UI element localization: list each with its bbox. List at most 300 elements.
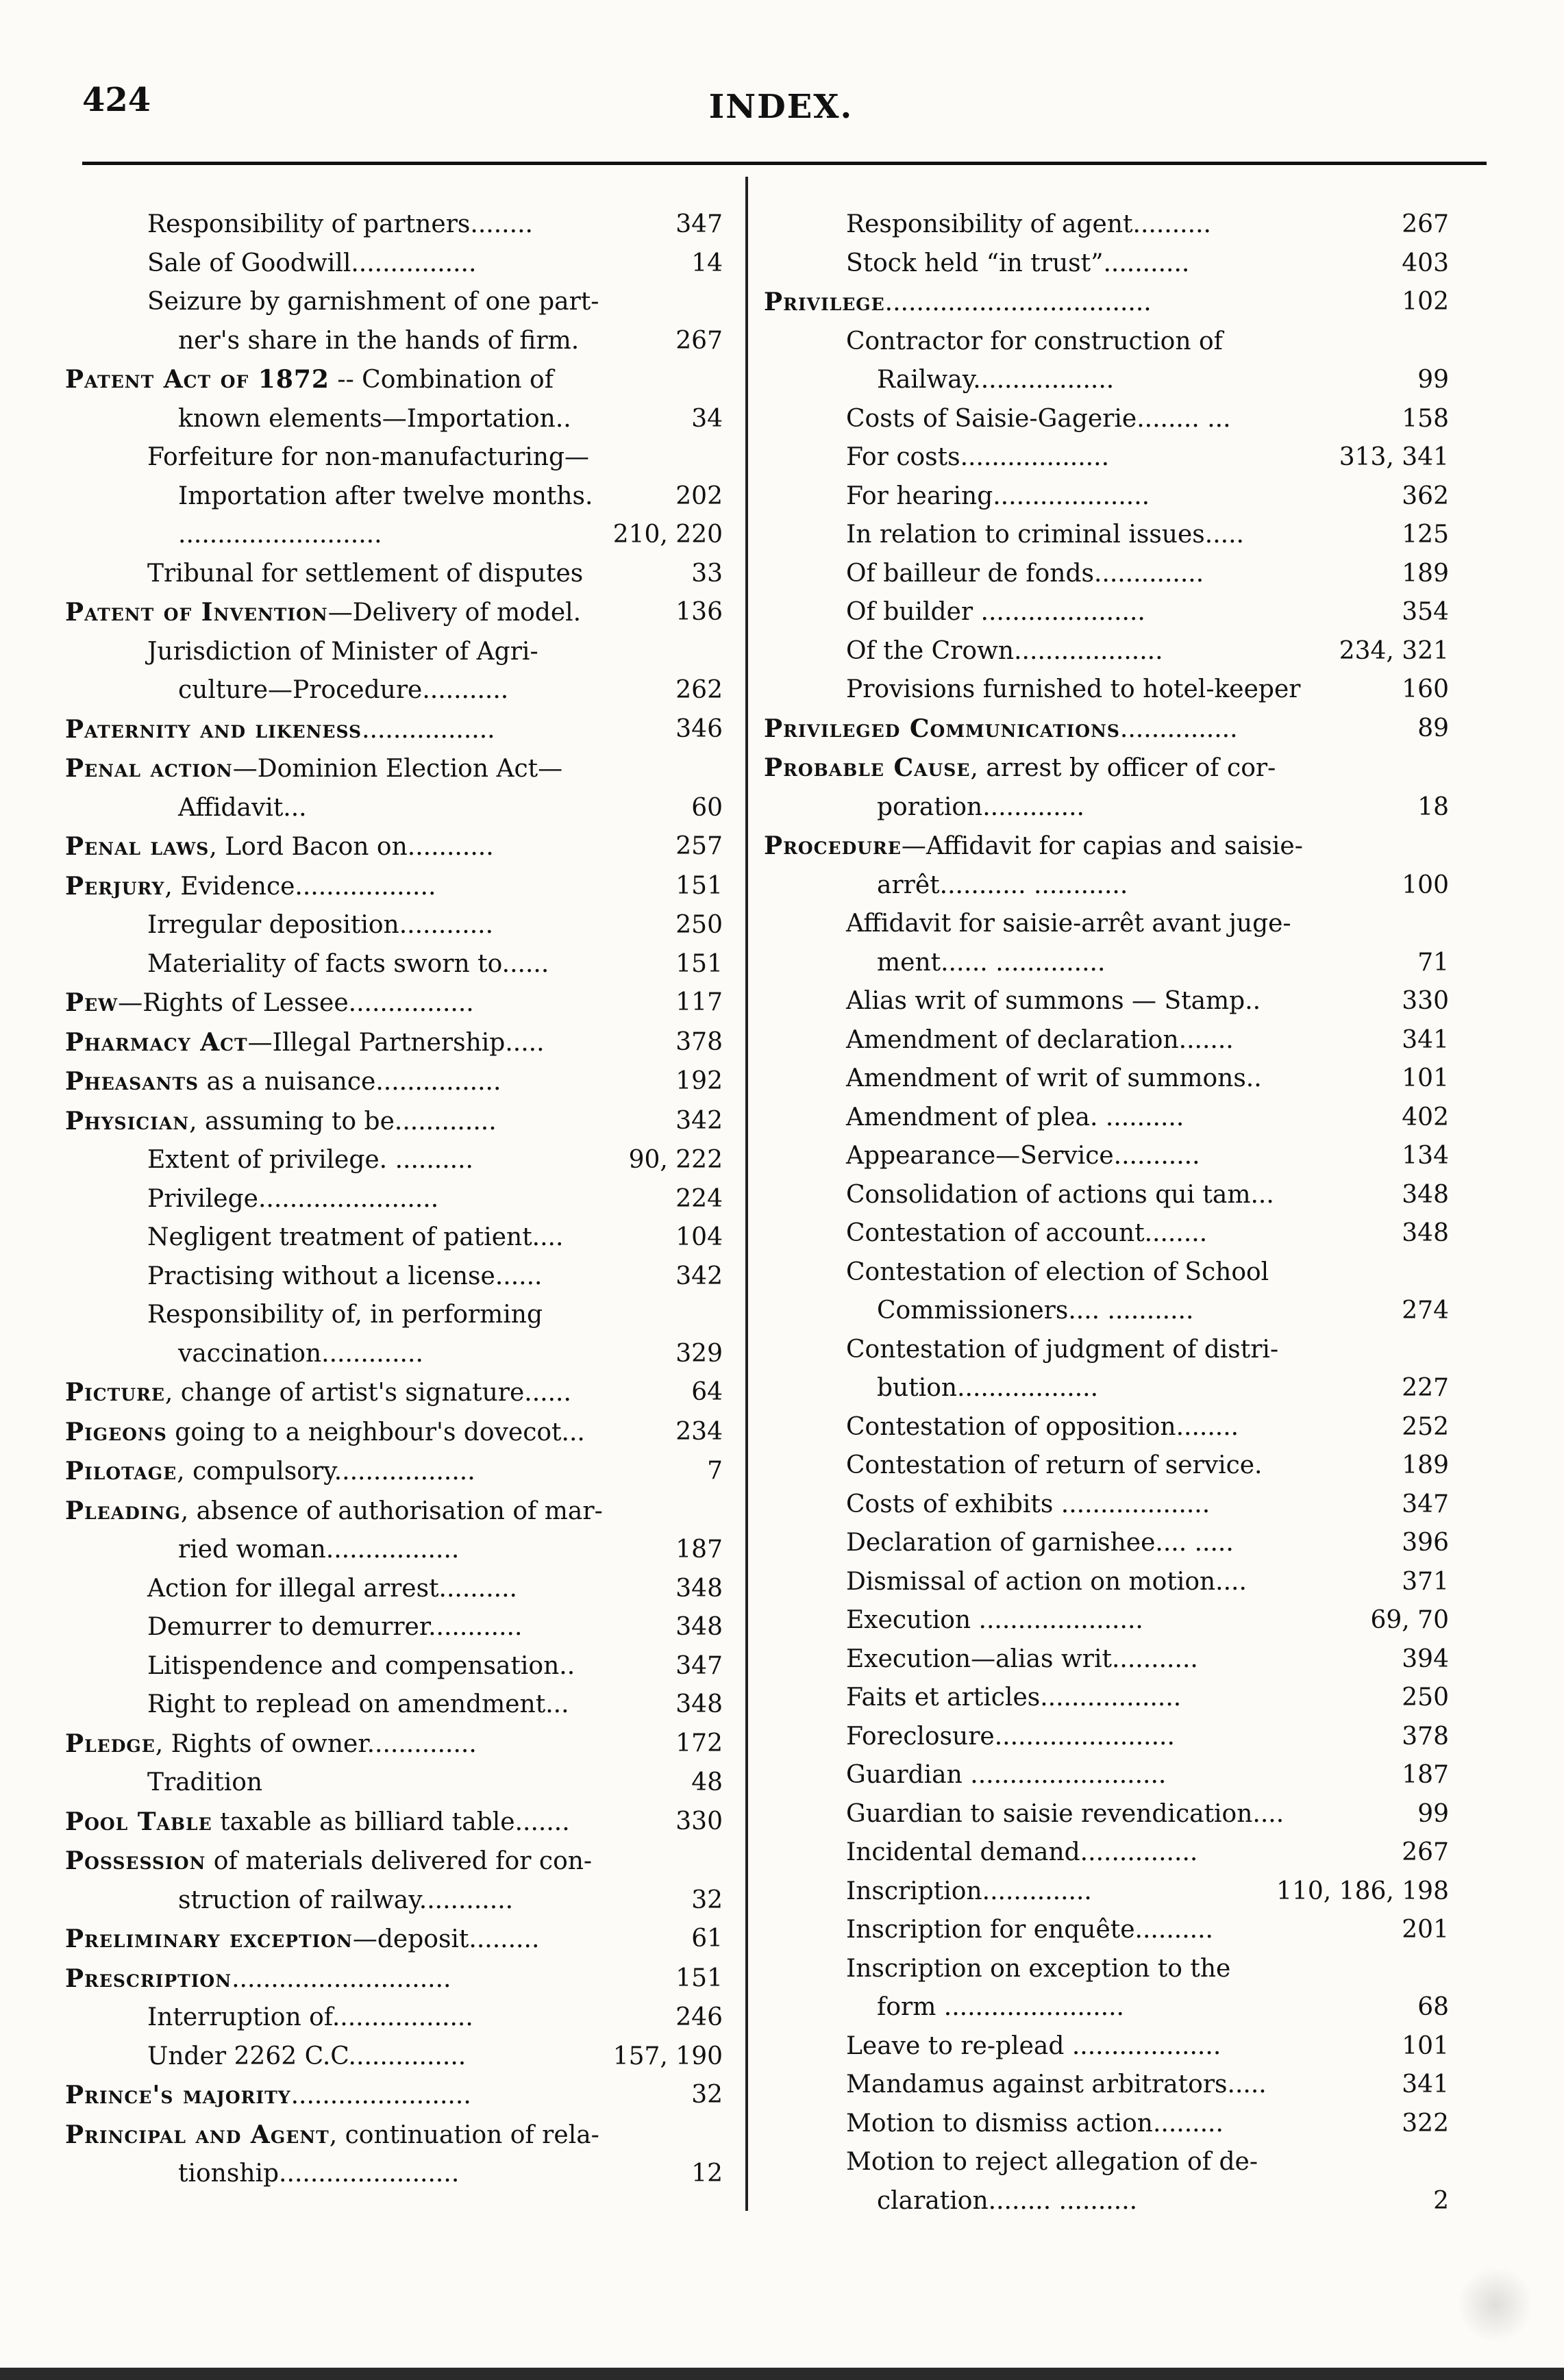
index-entry-text: Of builder ..................... [846,598,1145,626]
index-entry [764,1021,1449,1060]
index-entry [65,1062,723,1102]
index-entry-text: vaccination............. [178,1339,423,1368]
index-entry [65,1881,723,1920]
index-page-ref: 157, 190 [606,2038,723,2077]
header-rule [82,162,1487,165]
index-page-ref: 341 [1395,2066,1449,2105]
index-page-ref: 313, 341 [1332,438,1449,477]
index-page-ref: 102 [1395,283,1449,322]
index-entry [764,516,1449,555]
index-entry [764,477,1449,516]
index-entry-text: ner's share in the hands of firm. [178,326,580,355]
index-entry [65,1531,723,1570]
index-entry [65,1608,723,1647]
index-page-ref: 322 [1395,2105,1449,2144]
index-entry-text: Importation after twelve months. [178,481,593,510]
index-entry [764,1253,1449,1292]
index-entry-text: Costs of Saisie-Gagerie........ ... [846,404,1231,433]
index-entry [65,789,723,828]
index-page-ref: 64 [684,1373,723,1412]
index-entry [65,1413,723,1453]
index-page-ref: 330 [1395,982,1449,1021]
index-page-ref: 246 [669,1999,723,2038]
index-entry [764,1679,1449,1718]
index-entry-text: For hearing.................... [846,481,1150,510]
index-entry [764,1369,1449,1408]
index-entry-text: Preliminary exception—deposit......... [65,1925,540,1953]
index-page-ref: 101 [1395,1060,1449,1099]
index-entry-text: Perjury, Evidence.................. [65,871,436,901]
index-entry-text: Pilotage, compulsory.................. [65,1457,475,1486]
index-entry-text: Penal laws, Lord Bacon on........... [65,832,494,861]
index-entry [65,827,723,867]
index-entry-text: Incidental demand............... [846,1838,1198,1866]
index-entry-text: Probable Cause, arrest by officer of cor- [764,753,1276,782]
index-entry [65,1296,723,1335]
index-entry-text: tionship....................... [178,2159,460,2188]
index-entry-text: In relation to criminal issues..... [846,521,1244,549]
index-entry-text: Pledge, Rights of owner.............. [65,1729,477,1758]
index-page-ref: 33 [684,555,723,594]
index-entry [764,749,1449,788]
index-entry [65,1725,723,1764]
index-entry [764,2143,1449,2182]
index-entry-text: Forfeiture for non-manufacturing— [147,443,590,471]
index-page-ref: 346 [669,710,723,749]
index-page-ref: 7 [700,1452,723,1491]
index-entry [65,593,723,633]
index-entry [65,1764,723,1803]
index-page-ref: 187 [1395,1756,1449,1795]
index-entry-text: Possession of materials delivered for con- [65,1846,593,1875]
index-page-ref: 99 [1411,1795,1449,1834]
index-page-ref: 32 [684,2076,723,2115]
index-entry [65,671,723,710]
index-entry-text: Paternity and likeness................. [65,714,495,744]
index-entry [764,2105,1449,2144]
index-entry-text: Right to replead on amendment... [147,1690,569,1718]
index-page-ref: 362 [1395,477,1449,516]
index-entry-text: Responsibility of agent.......... [846,210,1211,238]
index-page-ref: 348 [1395,1214,1449,1253]
index-entry [764,1486,1449,1525]
index-entry [764,400,1449,439]
index-entry [764,1833,1449,1872]
index-page-ref: 354 [1395,593,1449,632]
index-entry-text: Privileged Communications............... [764,714,1238,743]
index-page-ref: 100 [1395,866,1449,905]
index-entry [764,1640,1449,1679]
index-entry-text: Interruption of.................. [147,2003,473,2031]
index-page-ref: 347 [1395,1486,1449,1525]
index-page-ref: 90, 222 [622,1141,723,1180]
index-entry [65,2038,723,2077]
index-entry [764,2182,1449,2221]
index-page-ref: 262 [669,671,723,710]
index-entry [764,1099,1449,1138]
index-entry [764,593,1449,632]
index-entry-text: Railway.................. [877,366,1115,394]
index-page-ref: 210, 220 [606,516,723,555]
index-entry [65,1373,723,1413]
index-page-ref: 378 [669,1023,723,1062]
index-page-ref: 267 [1395,205,1449,245]
index-entry [764,710,1449,749]
index-page-ref: 160 [1395,671,1449,710]
index-entry [764,788,1449,827]
index-entry [65,245,723,284]
right-column [764,205,1449,2220]
index-entry [65,1102,723,1142]
index-entry [65,1959,723,1999]
index-entry [65,1647,723,1686]
index-entry [764,1795,1449,1834]
index-entry [65,749,723,789]
index-entry [764,1601,1449,1640]
index-entry [764,2027,1449,2066]
index-entry [65,710,723,750]
index-entry [65,1335,723,1374]
index-entry-text: Materiality of facts sworn to...... [147,949,549,978]
index-entry-text: Contestation of election of School [846,1257,1269,1286]
index-page-ref: 342 [669,1102,723,1141]
index-entry [764,982,1449,1021]
index-entry-text: Contestation of judgment of distri- [846,1335,1279,1364]
index-entry [764,1446,1449,1486]
index-page-ref: 252 [1395,1408,1449,1447]
index-entry [764,1214,1449,1253]
index-entry-text: Stock held “in trust”........... [846,249,1190,277]
index-page-ref: 172 [669,1725,723,1764]
index-entry [65,400,723,439]
index-entry-text: Affidavit... [178,793,307,822]
index-entry-text: Pharmacy Act—Illegal Partnership..... [65,1027,545,1057]
index-entry-text: Declaration of garnishee.... ..... [846,1529,1234,1557]
index-page-ref: 151 [669,945,723,984]
index-page-ref: 125 [1395,516,1449,555]
index-entry-text: Costs of exhibits ................... [846,1490,1211,1518]
index-entry-text: Action for illegal arrest.......... [147,1574,517,1603]
index-page-ref: 101 [1395,2027,1449,2066]
index-entry [65,633,723,672]
index-entry [764,944,1449,983]
index-page-ref: 329 [669,1335,723,1374]
index-entry [65,2155,723,2194]
index-entry [764,671,1449,710]
index-entry [65,1570,723,1609]
index-entry-text: Irregular deposition............ [147,911,494,939]
index-entry [65,1842,723,1881]
index-page-ref: 347 [669,205,723,245]
index-entry-text: claration........ .......... [877,2186,1138,2215]
index-page-ref: 18 [1411,788,1449,827]
index-entry [764,1756,1449,1795]
index-page-ref: 341 [1395,1021,1449,1060]
index-entry-text: ried woman................. [178,1536,460,1564]
index-entry-text: Patent of Invention—Delivery of model. [65,598,582,627]
index-entry [764,866,1449,905]
index-entry-text: Contractor for construction of [846,327,1223,355]
index-page-ref: 201 [1395,1911,1449,1950]
index-entry [65,1023,723,1063]
index-entry [764,1060,1449,1099]
index-entry-text: Jurisdiction of Minister of Agri- [147,637,538,666]
index-page-ref: 250 [669,906,723,945]
index-entry-text: Amendment of plea. .......... [846,1103,1184,1131]
index-entry-text: Tradition [147,1768,263,1796]
index-page-ref: 2 [1426,2182,1449,2221]
index-entry-text: Demurrer to demurrer............ [147,1613,523,1641]
index-page-ref: 347 [669,1647,723,1686]
index-page-ref: 60 [684,789,723,828]
index-page-ref: 71 [1411,944,1449,983]
index-entry-text: Extent of privilege. .......... [147,1146,473,1174]
index-entry-text: Privilege.................................. [764,288,1152,316]
index-page-ref: 99 [1411,361,1449,400]
index-entry-text: Mandamus against arbitrators..... [846,2070,1267,2099]
index-page-ref: 257 [669,827,723,866]
index-entry-text: Provisions furnished to hotel-keeper [846,675,1301,703]
index-entry [764,438,1449,477]
index-page-ref: 403 [1395,245,1449,284]
index-entry-text: Amendment of writ of summons.. [846,1064,1262,1092]
index-entry [65,1180,723,1219]
index-entry [764,1137,1449,1176]
index-entry [764,2066,1449,2105]
index-entry-text: Sale of Goodwill................ [147,249,477,277]
index-entry-text: Responsibility of, in performing [147,1301,543,1329]
index-page-ref: 151 [669,1959,723,1999]
index-entry-text: Pleading, absence of authorisation of mar- [65,1496,603,1525]
index-entry [65,1686,723,1725]
index-page-ref: 348 [1395,1176,1449,1215]
index-entry [65,555,723,594]
index-entry [65,1920,723,1959]
index-entry [65,1141,723,1180]
index-entry-text: Contestation of return of service. [846,1451,1263,1479]
index-entry-text: Privilege....................... [147,1184,439,1213]
page-title: INDEX. [708,88,854,126]
index-entry-text: Guardian to saisie revendication.... [846,1799,1284,1828]
index-page-ref: 189 [1395,555,1449,594]
index-entry [764,1950,1449,1989]
index-page-ref: 348 [669,1570,723,1609]
index-entry-text: Of the Crown................... [846,636,1163,665]
index-page-ref: 348 [669,1608,723,1647]
index-entry-text: Amendment of declaration....... [846,1025,1234,1054]
index-entry-text: Dismissal of action on motion.... [846,1567,1247,1596]
index-entry-text: Tribunal for settlement of disputes [147,559,584,588]
index-entry-text: Litispendence and compensation.. [147,1651,575,1680]
index-entry [764,632,1449,671]
index-page-ref: 89 [1411,710,1449,749]
index-entry [764,1408,1449,1447]
index-page-ref: 68 [1411,1988,1449,2027]
index-entry-text: arrêt........... ............ [877,870,1128,899]
index-entry-text: Inscription on exception to the [846,1954,1231,1983]
index-page-ref: 274 [1395,1292,1449,1331]
index-entry-text: Negligent treatment of patient.... [147,1223,564,1251]
index-page-ref: 227 [1395,1369,1449,1408]
index-entry [65,2116,723,2155]
left-column [65,205,723,2194]
index-entry-text: Seizure by garnishment of one part- [147,288,599,316]
index-entry [764,1988,1449,2027]
index-entry-text: struction of railway............ [178,1886,514,1914]
index-entry-text: Pool Table taxable as billiard table....... [65,1807,570,1836]
index-entry [65,360,723,400]
index-page-ref: 136 [669,593,723,632]
index-entry [764,1563,1449,1602]
index-entry-text: Responsibility of partners........ [147,210,533,238]
index-entry-text: Prince's majority....................... [65,2081,471,2109]
index-entry-text: culture—Procedure........... [178,676,509,704]
index-page-ref: 342 [669,1257,723,1297]
index-entry-text: Patent Act of 1872 -- Combination of [65,365,554,394]
index-page-ref: 192 [669,1062,723,1101]
index-entry-text: Affidavit for saisie-arrêt avant juge- [846,910,1291,938]
index-entry-text: Appearance—Service........... [846,1142,1200,1170]
index-page-ref: 396 [1395,1524,1449,1563]
index-entry-text: Guardian ......................... [846,1761,1167,1789]
index-entry-text: Alias writ of summons — Stamp.. [846,987,1261,1015]
index-entry-text: Procedure—Affidavit for capias and saisie- [764,831,1303,860]
index-entry [65,945,723,984]
index-entry [764,1331,1449,1370]
page-header [82,81,1480,136]
index-page-ref: 69, 70 [1363,1601,1449,1640]
index-page-ref: 117 [669,984,723,1023]
index-entry [65,1803,723,1842]
index-entry [764,323,1449,362]
index-entry-text: Commissioners.... ........... [877,1297,1194,1325]
index-page-ref: 267 [1395,1833,1449,1872]
index-page-ref: 250 [1395,1679,1449,1718]
index-entry-text: Execution ..................... [846,1606,1143,1634]
index-page-ref: 234 [669,1413,723,1452]
page-smudge [1454,2257,1537,2353]
index-page-ref: 12 [684,2155,723,2194]
index-entry-text: Motion to reject allegation of de- [846,2148,1258,2176]
index-entry-text: Penal action—Dominion Election Act— [65,754,563,783]
index-entry-text: Execution—alias writ........... [846,1644,1198,1673]
index-page-ref: 104 [669,1218,723,1257]
index-page-ref: 394 [1395,1640,1449,1679]
index-entry-text: form ....................... [877,1993,1124,2021]
index-page-ref: 187 [669,1531,723,1570]
index-entry-text: .......................... [178,521,382,549]
index-entry [65,984,723,1023]
index-entry [65,1218,723,1257]
index-entry-text: poration............. [877,792,1084,821]
index-page-ref: 110, 186, 198 [1269,1872,1449,1912]
index-entry [764,555,1449,594]
index-entry [764,1176,1449,1215]
index-entry [65,205,723,245]
index-entry-text: Consolidation of actions qui tam... [846,1180,1274,1209]
column-divider [745,177,748,2211]
index-page-ref: 234, 321 [1332,632,1449,671]
index-entry-text: Picture, change of artist's signature...... [65,1378,571,1407]
index-entry-text: Foreclosure....................... [846,1722,1175,1751]
index-entry [65,1999,723,2038]
index-entry [65,283,723,322]
index-entry [65,1492,723,1531]
index-entry [764,827,1449,866]
index-entry [65,1452,723,1492]
index-entry [764,1911,1449,1950]
index-entry-text: Leave to re-plead ................... [846,2031,1221,2060]
index-page-ref: 189 [1395,1446,1449,1486]
index-page-ref: 61 [684,1920,723,1959]
index-entry-text: Motion to dismiss action......... [846,2109,1224,2138]
index-entry [65,322,723,361]
index-entry [764,245,1449,284]
index-entry-text: ment...... .............. [877,948,1106,977]
index-page-ref: 330 [669,1803,723,1842]
index-entry-text: For costs................... [846,443,1110,471]
index-entry [764,1524,1449,1563]
index-entry [65,2076,723,2116]
index-entry-text: Prescription............................ [65,1964,451,1993]
index-entry-text: Pigeons going to a neighbour's dovecot... [65,1417,585,1446]
index-entry [764,1718,1449,1757]
index-page-ref: 371 [1395,1563,1449,1602]
index-entry-text: Pheasants as a nuisance................ [65,1067,501,1096]
index-entry [764,905,1449,944]
index-entry-text: Inscription.............. [846,1877,1092,1905]
index-entry-text: bution.................. [877,1374,1099,1402]
index-entry [65,516,723,555]
index-entry [65,906,723,945]
index-entry-text: Inscription for enquête.......... [846,1916,1213,1944]
index-entry-text: Principal and Agent, continuation of rela- [65,2120,599,2149]
index-entry-text: Physician, assuming to be............. [65,1106,497,1136]
index-entry [65,867,723,907]
index-entry-text: Of bailleur de fonds.............. [846,559,1204,588]
index-entry-text: Contestation of opposition........ [846,1412,1239,1441]
index-entry-text: Under 2262 C.C............... [147,2042,467,2070]
page-number: 424 [82,81,151,119]
index-page-ref: 402 [1395,1099,1449,1138]
index-entry-text: known elements—Importation.. [178,404,571,433]
index-page-ref: 48 [684,1764,723,1803]
index-page-ref: 378 [1395,1718,1449,1757]
index-entry [65,1257,723,1297]
index-entry-text: Pew—Rights of Lessee................ [65,988,474,1017]
index-page-ref: 32 [684,1881,723,1920]
index-page-ref: 158 [1395,400,1449,439]
index-entry [764,205,1449,245]
index-entry [764,361,1449,400]
index-entry [764,1292,1449,1331]
index-page-ref: 151 [669,867,723,906]
index-page-ref: 14 [684,245,723,284]
index-page-ref: 134 [1395,1137,1449,1176]
index-page-ref: 348 [669,1686,723,1725]
index-page-ref: 202 [669,477,723,516]
index-page-ref: 267 [669,322,723,361]
index-page-ref: 224 [669,1180,723,1219]
index-entry-text: Contestation of account........ [846,1219,1208,1247]
index-entry [65,438,723,477]
index-entry [65,477,723,516]
index-entry [764,1872,1449,1912]
page-bottom-edge [0,2368,1564,2380]
index-entry-text: Faits et articles.................. [846,1683,1182,1712]
index-entry-text: Practising without a license...... [147,1262,543,1290]
index-entry [764,283,1449,323]
